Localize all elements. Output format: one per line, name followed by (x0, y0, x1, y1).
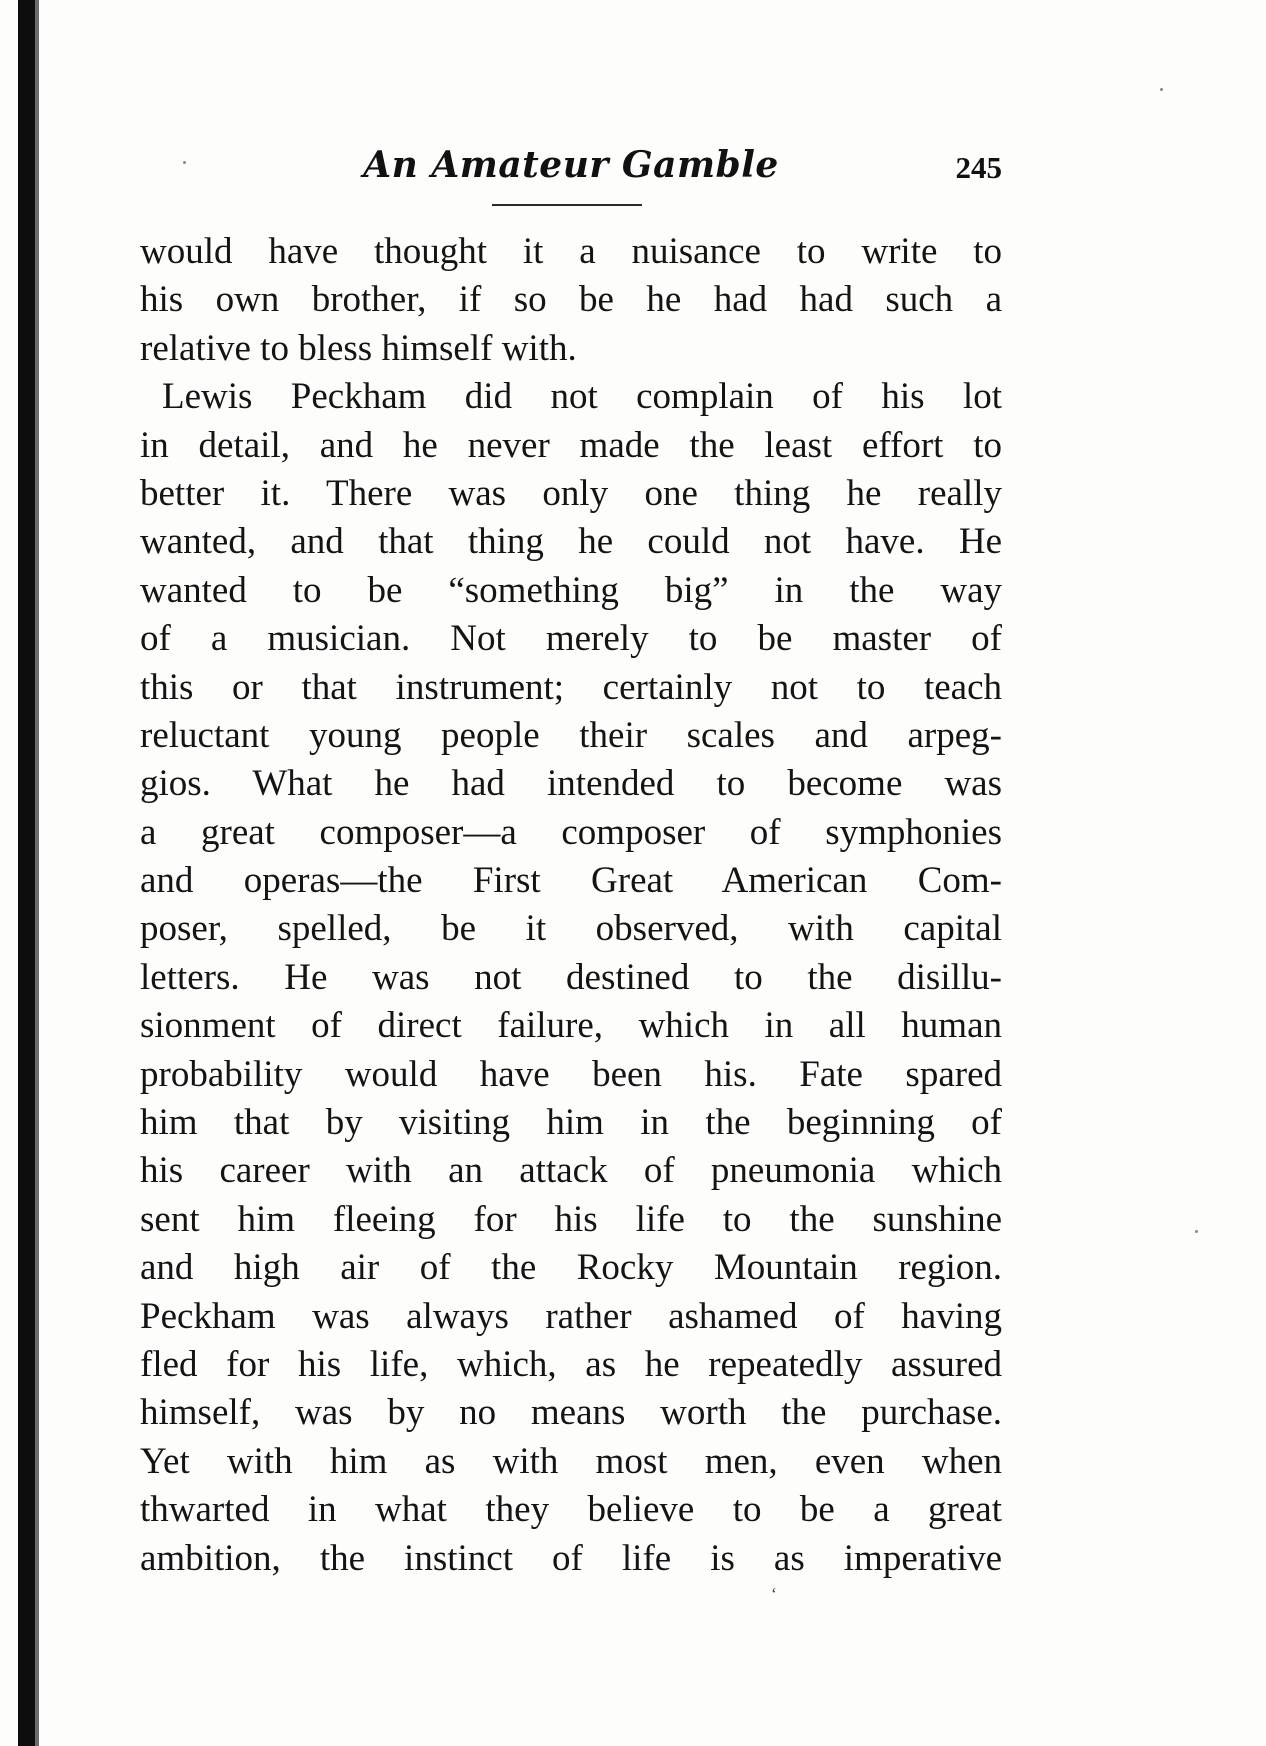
text-line: his career with an attack of pneumonia which (140, 1150, 1002, 1192)
text-line: his own brother, if so be he had had such a (140, 279, 1002, 321)
text-line: wanted, and that thing he could not have. He (140, 521, 1002, 563)
text-line: gios. What he had intended to become was (140, 763, 1002, 805)
text-line: this or that instrument; certainly not to teach (140, 666, 1002, 708)
text-line: himself, was by no means worth the purchase. (140, 1392, 1002, 1434)
text-line: would have thought it a nuisance to write to (140, 231, 1002, 272)
text-line: and high air of the Rocky Mountain region. (140, 1247, 1002, 1289)
page-number: 245 (955, 150, 1002, 185)
binding-edge (18, 0, 35, 1746)
text-line: in detail, and he never made the least effort to (140, 424, 1002, 466)
text-line: ambition, the instinct of life is as imperative (140, 1537, 1002, 1579)
text-line: a great composer—a composer of symphonies (140, 811, 1002, 853)
paragraph-start-line: Lewis Peckham did not complain of his lot (162, 376, 1002, 418)
body-text (140, 228, 1002, 1583)
page-header (140, 143, 1002, 199)
text-line: Peckham was always rather ashamed of having (140, 1295, 1002, 1337)
text-line: poser, spelled, be it observed, with capital (140, 908, 1002, 950)
text-line: Yet with him as with most men, even when (140, 1440, 1002, 1482)
text-line: sionment of direct failure, which in all human (140, 1005, 1002, 1047)
header-rule (492, 204, 642, 206)
text-line: probability would have been his. Fate spared (140, 1053, 1002, 1095)
text-line: relative to bless himself with. (140, 327, 577, 369)
scan-speck (183, 161, 186, 164)
text-line: of a musician. Not merely to be master of (140, 618, 1002, 660)
text-line: and operas—the First Great American Com- (140, 860, 1002, 902)
running-head: An Amateur Gamble (363, 144, 779, 186)
text-line: thwarted in what they believe to be a great (140, 1489, 1002, 1531)
text-line: him that by visiting him in the beginning of (140, 1102, 1002, 1144)
text-line: fled for his life, which, as he repeatedly assured (140, 1343, 1002, 1385)
text-line: better it. There was only one thing he really (140, 472, 1002, 514)
binding-shadow (35, 0, 39, 1746)
text-line: letters. He was not destined to the disillu- (140, 956, 1002, 998)
text-line: reluctant young people their scales and arpeg- (140, 714, 1002, 756)
text-line: sent him fleeing for his life to the sunshine (140, 1198, 1002, 1240)
stray-ink-mark: ‘ (770, 1584, 776, 1604)
scan-speck (1160, 88, 1163, 91)
text-line: wanted to be “something big” in the way (140, 569, 1002, 611)
scan-speck (1195, 1230, 1198, 1233)
